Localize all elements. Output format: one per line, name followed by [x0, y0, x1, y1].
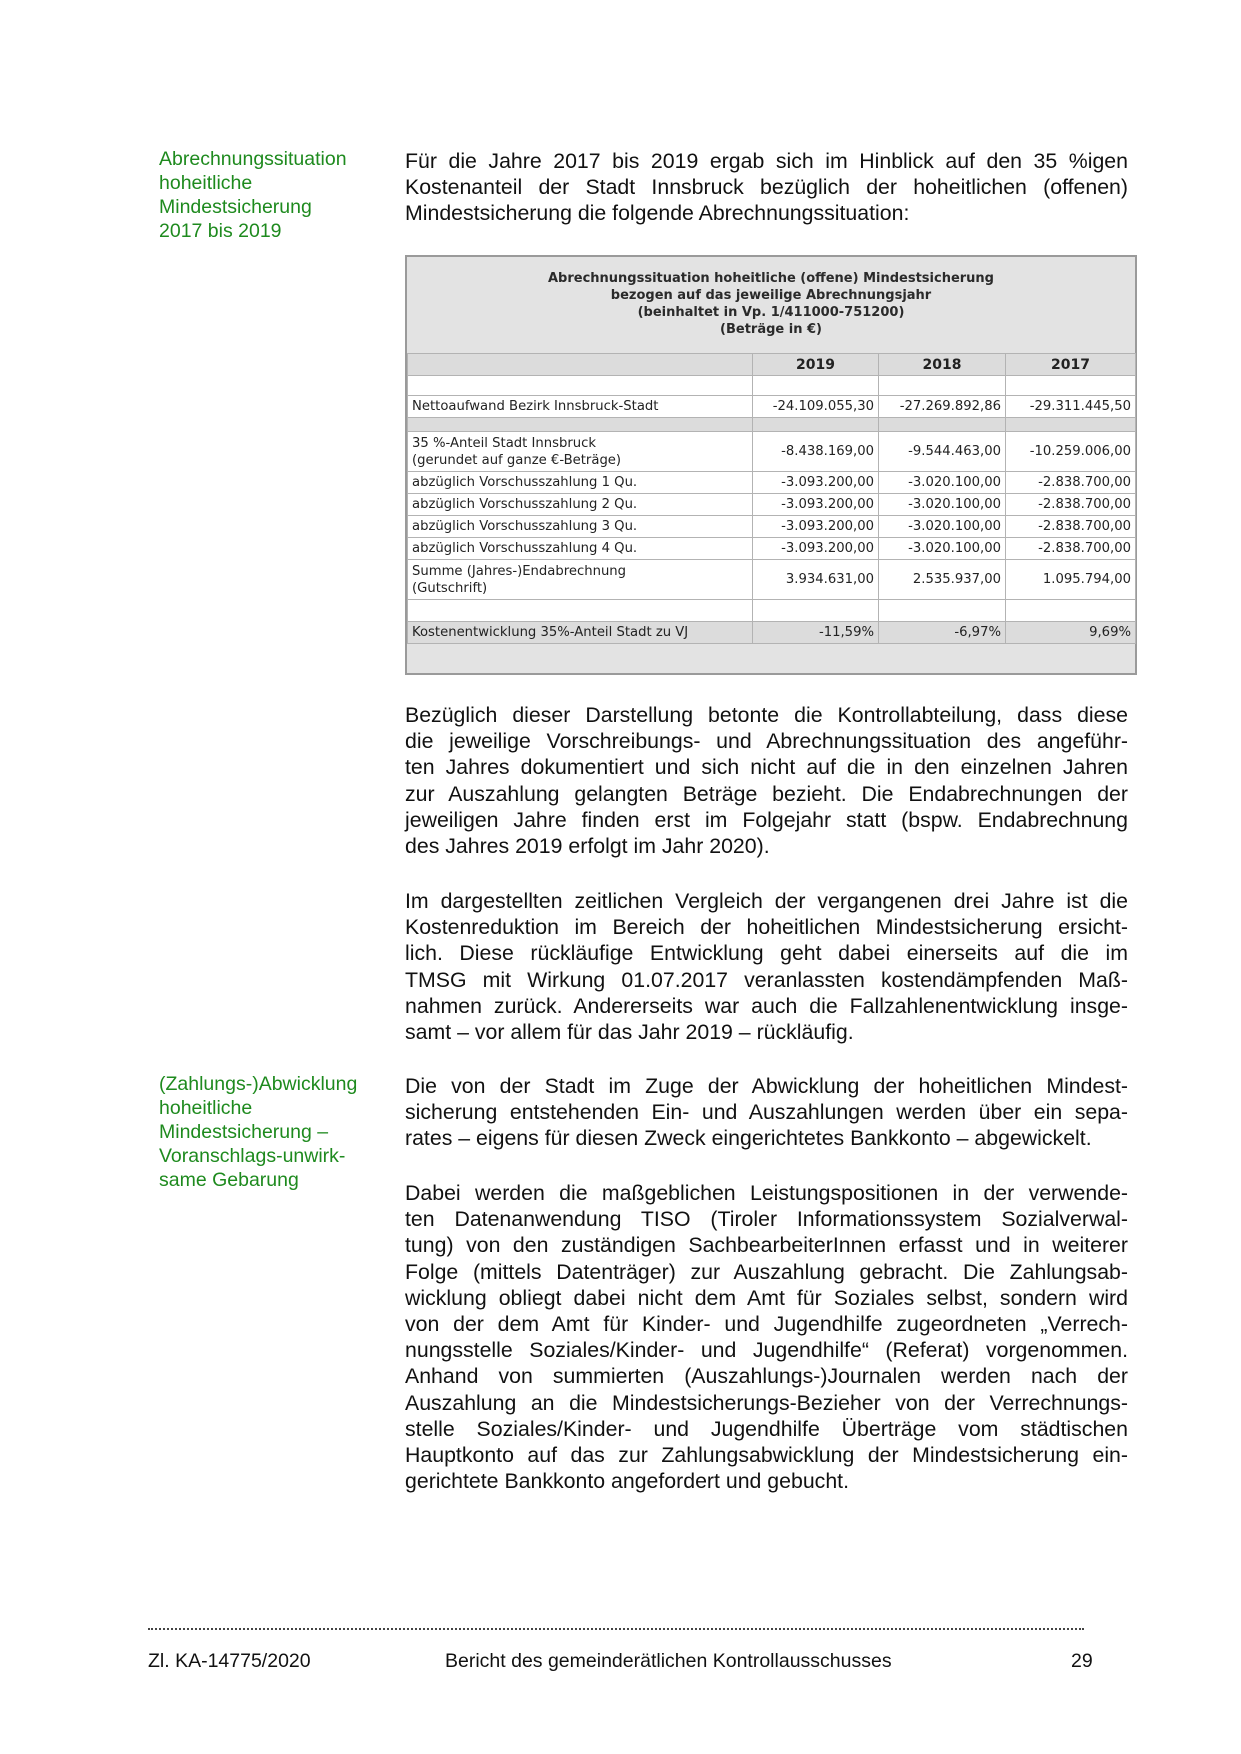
- year-header: 2018: [879, 354, 1006, 376]
- year-header: 2017: [1006, 354, 1136, 376]
- table-spacer-row: [408, 376, 1136, 396]
- footer-title: Bericht des gemeinderätlichen Kontrollausschusses: [445, 1650, 892, 1672]
- table-title: Abrechnungssituation hoheitliche (offene) Mindestsicherung bezogen auf das jeweilige Abrechnungsjahr (beinhaltet in Vp. 1/411000-751200) (Beträge in €): [547, 271, 994, 337]
- paragraph-abwicklung: Die von der Stadt im Zuge der Abwicklung der hoheitlichen Mindest- sicherung entstehenden Ein- und Auszahlungen werden über ein sepa- rates – eigens für diesen Zweck eingerichtetes Bankkonto – abgewickelt.: [405, 1074, 1128, 1151]
- table-row-vorschuss: abzüglich Vorschusszahlung 2 Qu. -3.093.200,00 -3.020.100,00 -2.838.700,00: [408, 494, 1136, 516]
- table-header-row: [408, 354, 1136, 376]
- table-spacer-row: [408, 418, 1136, 432]
- table-row-netto: Nettoaufwand Bezirk Innsbruck-Stadt -24.109.055,30 -27.269.892,86 -29.311.445,50: [408, 396, 1136, 418]
- table-spacer-row: [408, 600, 1136, 622]
- year-header: 2019: [753, 354, 879, 376]
- table-row-vorschuss: abzüglich Vorschusszahlung 1 Qu. -3.093.200,00 -3.020.100,00 -2.838.700,00: [408, 472, 1136, 494]
- margin-note-abrechnungssituation: Abrechnungssituation hoheitliche Mindestsicherung 2017 bis 2019: [159, 148, 347, 242]
- paragraph-darstellung: Bezüglich dieser Darstellung betonte die Kontrollabteilung, dass diese die jeweilige Vorschreibungs- und Abrechnungssituation des angeführ- ten Jahres dokumentiert und sich nicht auf die in den einzelnen Jahren zur Auszahlung gelangten Beträge bezieht. Die Endabrechnungen der jeweiligen Jahre finden erst im Folgejahr statt (bspw. Endabrechnung des Jahres 2019 erfolgt im Jahr 2020).: [405, 703, 1128, 859]
- table-row-vorschuss: abzüglich Vorschusszahlung 3 Qu. -3.093.200,00 -3.020.100,00 -2.838.700,00: [408, 516, 1136, 538]
- table-row-summe: Summe (Jahres-)Endabrechnung (Gutschrift) 3.934.631,00 2.535.937,00 1.095.794,00: [408, 560, 1136, 600]
- paragraph-intro: Für die Jahre 2017 bis 2019 ergab sich im Hinblick auf den 35 %igen Kostenanteil der Stadt Innsbruck bezüglich der hoheitlichen (offenen) Mindestsicherung die folgende Abrechnungssituation:: [405, 149, 1128, 226]
- footer-reference: Zl. KA-14775/2020: [148, 1650, 311, 1672]
- table-row-entwicklung: Kostenentwicklung 35%-Anteil Stadt zu VJ -11,59% -6,97% 9,69%: [408, 622, 1136, 644]
- paragraph-vergleich: Im dargestellten zeitlichen Vergleich der vergangenen drei Jahre ist die Kostenreduktion im Bereich der hoheitlichen Mindestsicherung ersicht- lich. Diese rückläufige Entwicklung geht dabei einerseits auf die im TMSG mit Wirkung 01.07.2017 veranlassten kostendämpfenden Maß- nahmen zurück. Andererseits war auch die Fallzahlenentwicklung insge- samt – vor allem für das Jahr 2019 – rückläufig.: [405, 889, 1128, 1045]
- table-row-vorschuss: abzüglich Vorschusszahlung 4 Qu. -3.093.200,00 -3.020.100,00 -2.838.700,00: [408, 538, 1136, 560]
- abrechnung-table: [407, 353, 1136, 644]
- table-row-anteil: 35 %-Anteil Stadt Innsbruck (gerundet auf ganze €-Beträge) -8.438.169,00 -9.544.463,00 -10.259.006,00: [408, 432, 1136, 472]
- footer-divider: [148, 1628, 1084, 1630]
- margin-note-zahlungsabwicklung: (Zahlungs-)Abwicklung hoheitliche Mindestsicherung – Voranschlags-unwirk- same Gebarung: [159, 1073, 358, 1191]
- abrechnung-table-image: [405, 255, 1137, 675]
- page-number: 29: [1071, 1650, 1093, 1672]
- paragraph-tiso: Dabei werden die maßgeblichen Leistungspositionen in der verwende- ten Datenanwendung TISO (Tiroler Informationssystem Sozialverwal- tung) von den zuständigen SachbearbeiterInnen erfasst und in weiterer Folge (mittels Datenträger) zur Auszahlung gebracht. Die Zahlungsab- wicklung obliegt dabei nicht dem Amt für Soziales selbst, sondern wird von der dem Amt für Kinder- und Jugendhilfe zugeordneten „Verrech- nungsstelle Soziales/Kinder- und Jugendhilfe“ (Referat) vorgenommen. Anhand von summierten (Auszahlungs-)Journalen werden nach der Auszahlung an die Mindestsicherungs-Bezieher von der Verrechnungs- stelle Soziales/Kinder- und Jugendhilfe Überträge vom städtischen Hauptkonto auf das zur Zahlungsabwicklung der Mindestsicherung ein- gerichtete Bankkonto angefordert und gebucht.: [405, 1181, 1128, 1494]
